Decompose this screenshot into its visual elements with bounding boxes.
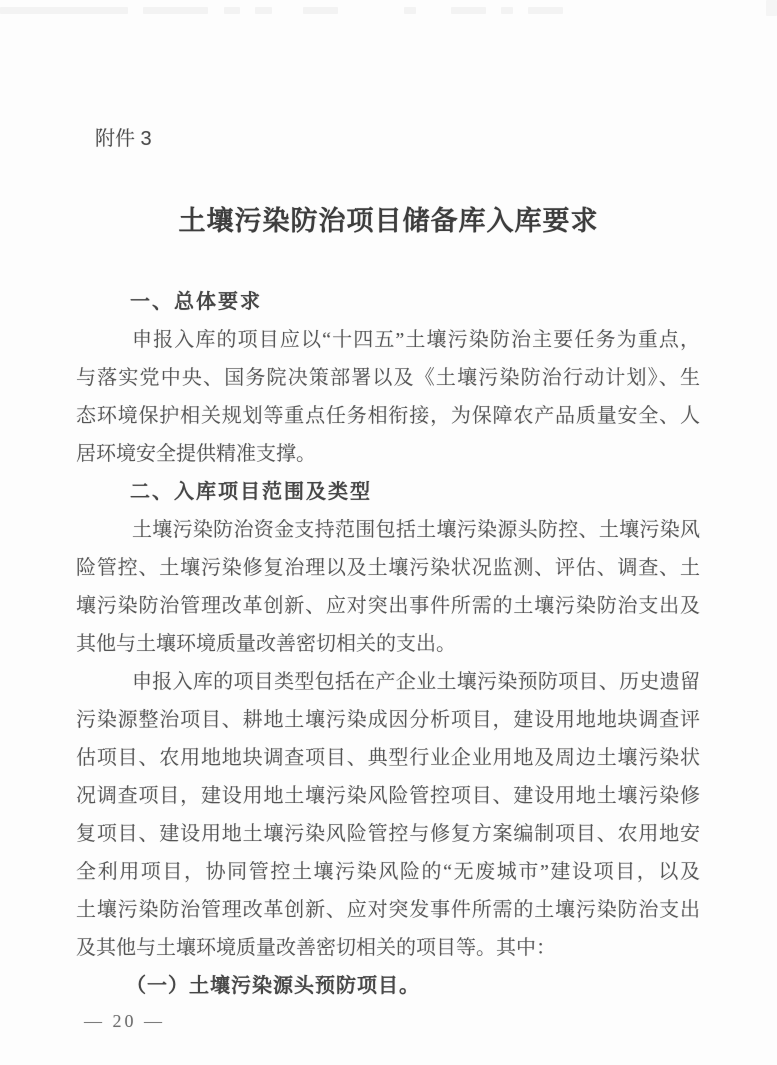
text-line: 其他与土壤环境质量改善密切相关的支出。 — [76, 633, 456, 655]
text-line: 态环境保护相关规划等重点任务相衔接，为保障农产品质量安全、人 — [76, 405, 700, 427]
page-number: — 20 — — [84, 1011, 165, 1031]
scan-artifact — [766, 0, 777, 16]
text-line: 土壤污染防治资金支持范围包括土壤污染源头防控、土壤污染风 — [132, 519, 700, 541]
text-line: 及其他与土壤环境质量改善密切相关的项目等。其中： — [76, 937, 556, 959]
text-line: 申报入库的项目应以“十四五”土壤污染防治主要任务为重点， — [132, 329, 700, 351]
text-line: 估项目、农用地地块调查项目、典型行业企业用地及周边土壤污染状 — [76, 747, 700, 769]
scan-artifact — [255, 7, 272, 14]
section-heading-project-scope-types: 二、入库项目范围及类型 — [130, 481, 372, 503]
subsection-heading-source-prevention: （一）土壤污染源头预防项目。 — [126, 975, 420, 997]
text-line: 污染源整治项目、耕地土壤污染成因分析项目，建设用地地块调查评 — [76, 709, 700, 731]
section-heading-overall-requirements: 一、总体要求 — [130, 291, 262, 313]
text-line: 全利用项目，协同管控土壤污染风险的“无废城市”建设项目，以及 — [76, 861, 700, 883]
text-line: 险管控、土壤污染修复治理以及土壤污染状况监测、评估、调查、土 — [76, 557, 700, 579]
document-title: 土壤污染防治项目储备库入库要求 — [178, 206, 599, 236]
text-line: 申报入库的项目类型包括在产企业土壤污染预防项目、历史遗留 — [132, 671, 700, 693]
scan-artifact — [451, 7, 486, 14]
text-line: 土壤污染防治管理改革创新、应对突发事件所需的土壤污染防治支出 — [76, 899, 700, 921]
text-line: 居环境安全提供精准支撑。 — [76, 443, 316, 465]
text-line: 与落实党中央、国务院决策部署以及《土壤污染防治行动计划》、生 — [76, 367, 700, 389]
scan-artifact — [0, 7, 128, 14]
text-line: 壤污染防治管理改革创新、应对突出事件所需的土壤污染防治支出及 — [76, 595, 700, 617]
text-line: 复项目、建设用地土壤污染风险管控与修复方案编制项目、农用地安 — [76, 823, 700, 845]
scan-artifact — [501, 7, 513, 14]
document-body — [76, 283, 700, 1005]
attachment-label: 附件 3 — [95, 128, 152, 150]
scan-artifact — [143, 7, 208, 14]
text-line: 况调查项目，建设用地土壤污染风险管控项目、建设用地土壤污染修 — [76, 785, 700, 807]
scan-artifact — [303, 7, 338, 14]
scan-artifact — [528, 7, 563, 14]
scan-artifact — [404, 7, 416, 14]
scan-artifact — [224, 7, 240, 14]
